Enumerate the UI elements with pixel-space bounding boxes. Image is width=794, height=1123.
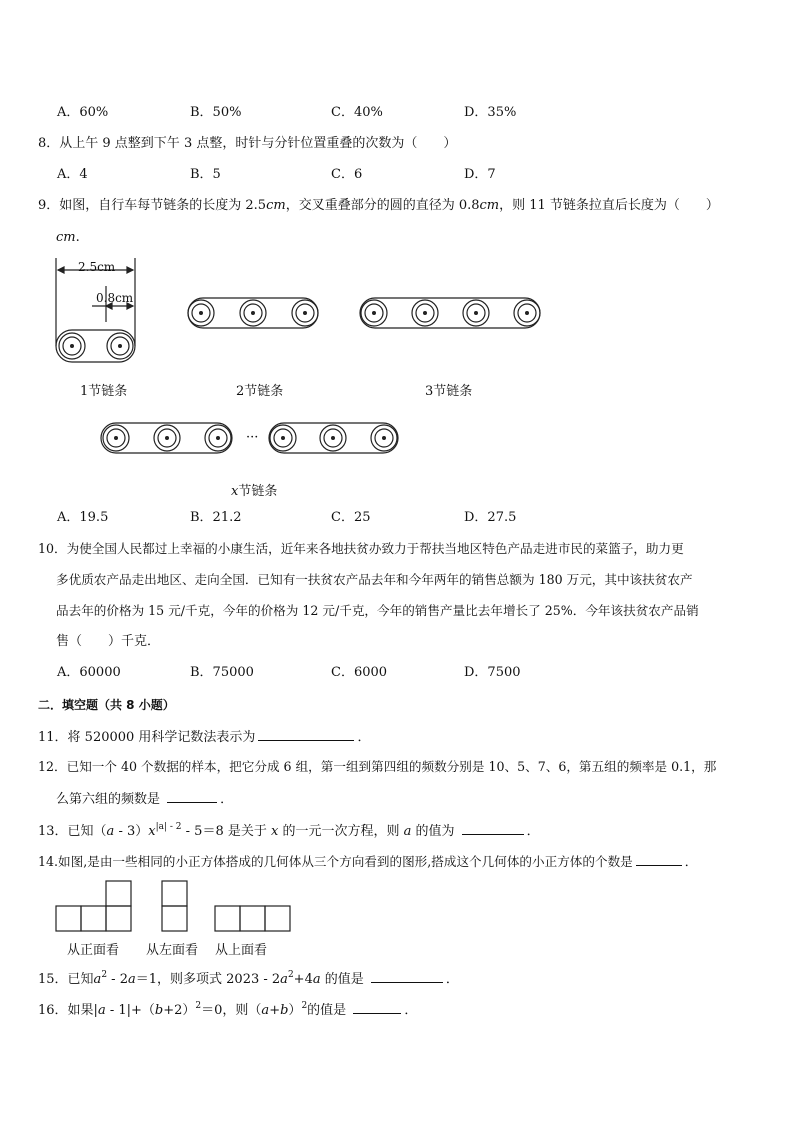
q8-option-b: B．5 (190, 167, 221, 182)
top-view (215, 906, 290, 931)
q9-option-c: C．25 (331, 510, 371, 525)
q14-answer-blank[interactable] (636, 851, 682, 866)
label-front-view: 从正面看 (67, 943, 120, 958)
q8-option-d: D．7 (464, 167, 496, 182)
q10-option-a: A．60000 (57, 665, 121, 680)
q15-answer-blank[interactable] (371, 968, 443, 983)
q10-option-d: D．7500 (464, 665, 521, 680)
q8-stem: 8．从上午 9 点整到下午 3 点整，时针与分针位置重叠的次数为（ ） (38, 136, 457, 151)
q7-option-a: A．60% (57, 105, 109, 120)
q7-option-b: B．50% (190, 105, 242, 120)
q13-stem: 13．已知$(a - 3)x^{|a| - 2} - 5=8$ 是关于 x 的一元一次方程，则 a 的值为 ． (38, 822, 540, 839)
q9-option-b: B．21.2 (190, 510, 242, 525)
dim-2-5cm: 2.5cm (78, 260, 116, 274)
q16-stem: 16．如果$|a - 1|+(b+2)^2=0$，则$(a+b)^2$的值是 ． (38, 1001, 418, 1018)
q16-answer-blank[interactable] (353, 999, 401, 1014)
front-view (56, 881, 131, 931)
q11-stem: 11．将 520000 用科学记数法表示为 ． (38, 726, 370, 748)
q12-answer-blank[interactable] (167, 788, 217, 803)
label-2-links: 2节链条 (236, 384, 284, 399)
label-1-link: 1节链条 (80, 384, 128, 399)
q7-option-c: C．40% (331, 105, 383, 120)
q8-option-c: C．6 (331, 167, 363, 182)
label-top-view: 从上面看 (215, 943, 268, 958)
label-x-links: x节链条 (231, 484, 278, 499)
q10-option-c: C．6000 (331, 665, 388, 680)
dim-0-8cm: 0.8cm (96, 291, 134, 305)
q8-option-a: A．4 (57, 167, 88, 182)
q7-option-d: D．35% (464, 105, 517, 120)
q11-answer-blank[interactable] (258, 726, 354, 741)
three-views-figure (0, 878, 794, 938)
q9-option-d: D．27.5 (464, 510, 517, 525)
q14-stem: 14.如图,是由一些相同的小正方体搭成的几何体从三个方向看到的图形,搭成这个几何体的小正方体的个数是 ． (38, 851, 697, 872)
q9-stem: 9．如图，自行车每节链条的长度为 2.5cm，交叉重叠部分的圆的直径为 0.8cm，则 11 节链条拉直后长度为（ ） (38, 198, 719, 213)
label-left-view: 从左面看 (146, 943, 199, 958)
q9-stem-cont: cm. (56, 230, 80, 245)
left-view (162, 881, 187, 931)
label-3-links: 3节链条 (425, 384, 473, 399)
chain-ellipsis: ··· (246, 430, 259, 445)
q13-answer-blank[interactable] (462, 820, 524, 835)
chain-3-links (360, 298, 540, 328)
q10-option-b: B．75000 (190, 665, 254, 680)
q15-stem: 15．已知$a^2 - 2a=1$，则多项式 $2023 - 2a^2+4a$ 的值是 ． (38, 970, 459, 987)
section-title-fill-blank: 二．填空题（共 8 小题） (38, 698, 175, 712)
q9-option-a: A．19.5 (57, 510, 109, 525)
